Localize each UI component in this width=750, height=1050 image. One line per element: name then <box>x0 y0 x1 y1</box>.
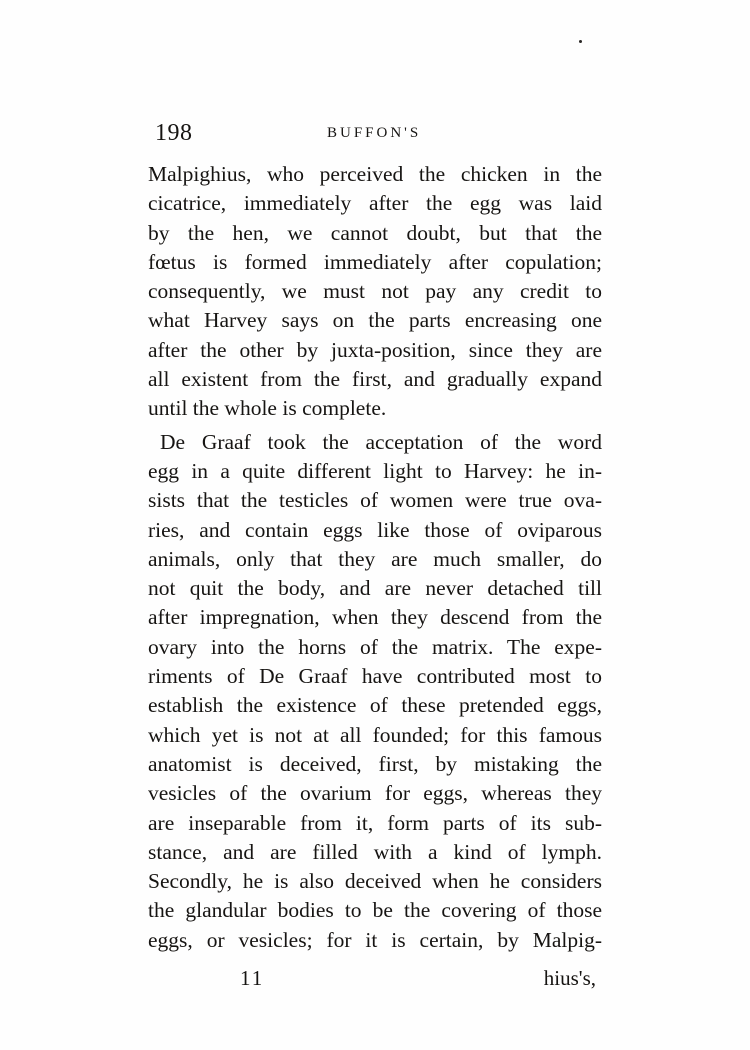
text-line: animals, only that they are much smaller, do <box>148 546 602 571</box>
text-line: vesicles of the ovarium for eggs, whereas they <box>148 781 602 806</box>
text-line: ovary into the horns of the matrix. The expe- <box>148 634 602 659</box>
text-line: fœtus is formed immediately after copulation; <box>148 249 602 274</box>
text-line: riments of De Graaf have contributed most to <box>148 664 602 689</box>
text-line: all existent from the first, and gradually expand <box>148 367 602 392</box>
running-head <box>155 120 605 150</box>
catchword: hius's, <box>543 966 596 990</box>
paragraph-2 <box>148 428 602 955</box>
text-line: which yet is not at all founded; for this famous <box>148 722 602 747</box>
text-line: the glandular bodies to be the covering of those <box>148 898 602 923</box>
text-line: by the hen, we cannot doubt, but that the <box>148 220 602 245</box>
text-line: are inseparable from it, form parts of its sub- <box>148 810 602 835</box>
text-line: consequently, we must not pay any credit to <box>148 279 602 304</box>
text-line: eggs, or vesicles; for it is certain, by Malpig- <box>148 927 602 952</box>
text-line: establish the existence of these pretended eggs, <box>148 693 602 718</box>
text-line: Secondly, he is also deceived when he considers <box>148 869 602 894</box>
text-line: anatomist is deceived, first, by mistaking the <box>148 751 602 776</box>
page-footer <box>148 966 596 998</box>
text-line: Malpighius, who perceived the chicken in the <box>148 162 602 186</box>
text-line: stance, and are filled with a kind of lymph. <box>148 839 602 864</box>
text-line: cicatrice, immediately after the egg was laid <box>148 191 602 216</box>
signature-mark: 11 <box>240 966 265 990</box>
paragraph-1 <box>148 160 602 424</box>
text-line: until the whole is complete. <box>148 396 387 421</box>
text-line: not quit the body, and are never detached till <box>148 576 602 601</box>
page-number: 198 <box>155 120 193 146</box>
text-line: De Graaf took the acceptation of the word <box>160 429 602 454</box>
text-line: ries, and contain eggs like those of oviparous <box>148 517 602 542</box>
text-line: after impregnation, when they descend from the <box>148 605 602 630</box>
text-line: egg in a quite different light to Harvey: he in- <box>148 458 602 483</box>
running-title: BUFFON'S <box>327 125 422 141</box>
body-text <box>148 160 602 955</box>
text-line: after the other by juxta-position, since they are <box>148 337 602 362</box>
ink-speck <box>579 40 582 43</box>
text-line: sists that the testicles of women were true ova- <box>148 488 602 513</box>
text-line: what Harvey says on the parts encreasing one <box>148 308 602 333</box>
